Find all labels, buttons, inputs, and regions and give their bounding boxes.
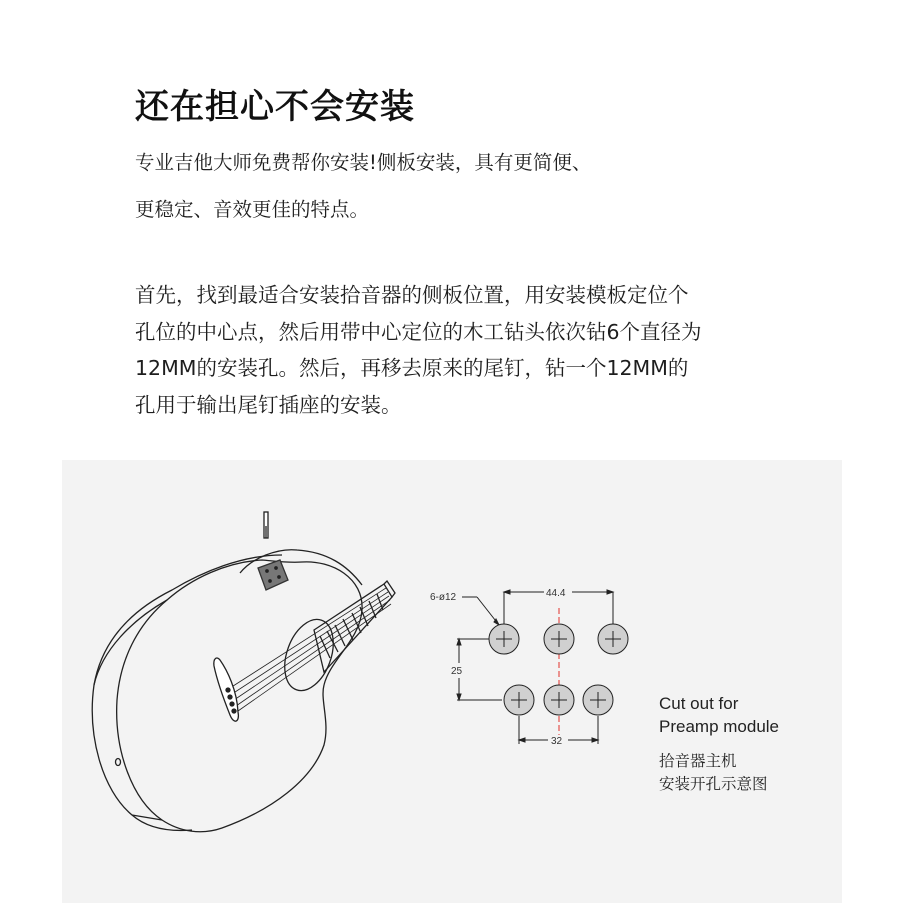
intro-text <box>135 148 815 242</box>
instruction-line: 12MM的安装孔。然后，再移去原来的尾钉，钻一个12MM的 <box>135 356 689 380</box>
intro-line: 更稳定、音效更佳的特点。 <box>135 198 370 221</box>
installation-diagram <box>62 460 842 903</box>
instruction-line: 首先，找到最适合安装拾音器的侧板位置，用安装模板定位个 <box>135 283 689 307</box>
dimension-top-label: 44.4 <box>546 588 566 599</box>
caption-en-line: Preamp module <box>659 717 780 736</box>
dimension-left-label: 25 <box>451 666 463 677</box>
caption-english <box>659 692 779 738</box>
caption-zh-line: 安装开孔示意图 <box>659 775 768 793</box>
instruction-line: 孔位的中心点，然后用带中心定位的木工钻头依次钻6个直径为 <box>135 319 702 344</box>
diagram-canvas <box>62 460 842 903</box>
caption-zh-line: 拾音器主机 <box>659 752 737 770</box>
dimension-bottom-label: 32 <box>551 736 563 747</box>
caption-en-line: Cut out for <box>659 694 739 713</box>
instruction-line: 孔用于输出尾钉插座的安装。 <box>135 392 402 417</box>
install-instructions <box>135 280 835 426</box>
hole-spec-label: 6-ø12 <box>430 592 457 603</box>
page-title: 还在担心不会安装 <box>135 87 415 127</box>
intro-line: 专业吉他大师免费帮你安装!侧板安装，具有更简便、 <box>135 151 592 174</box>
caption-chinese <box>659 750 768 796</box>
hole-template <box>457 590 628 744</box>
guitar-illustration <box>92 512 395 832</box>
